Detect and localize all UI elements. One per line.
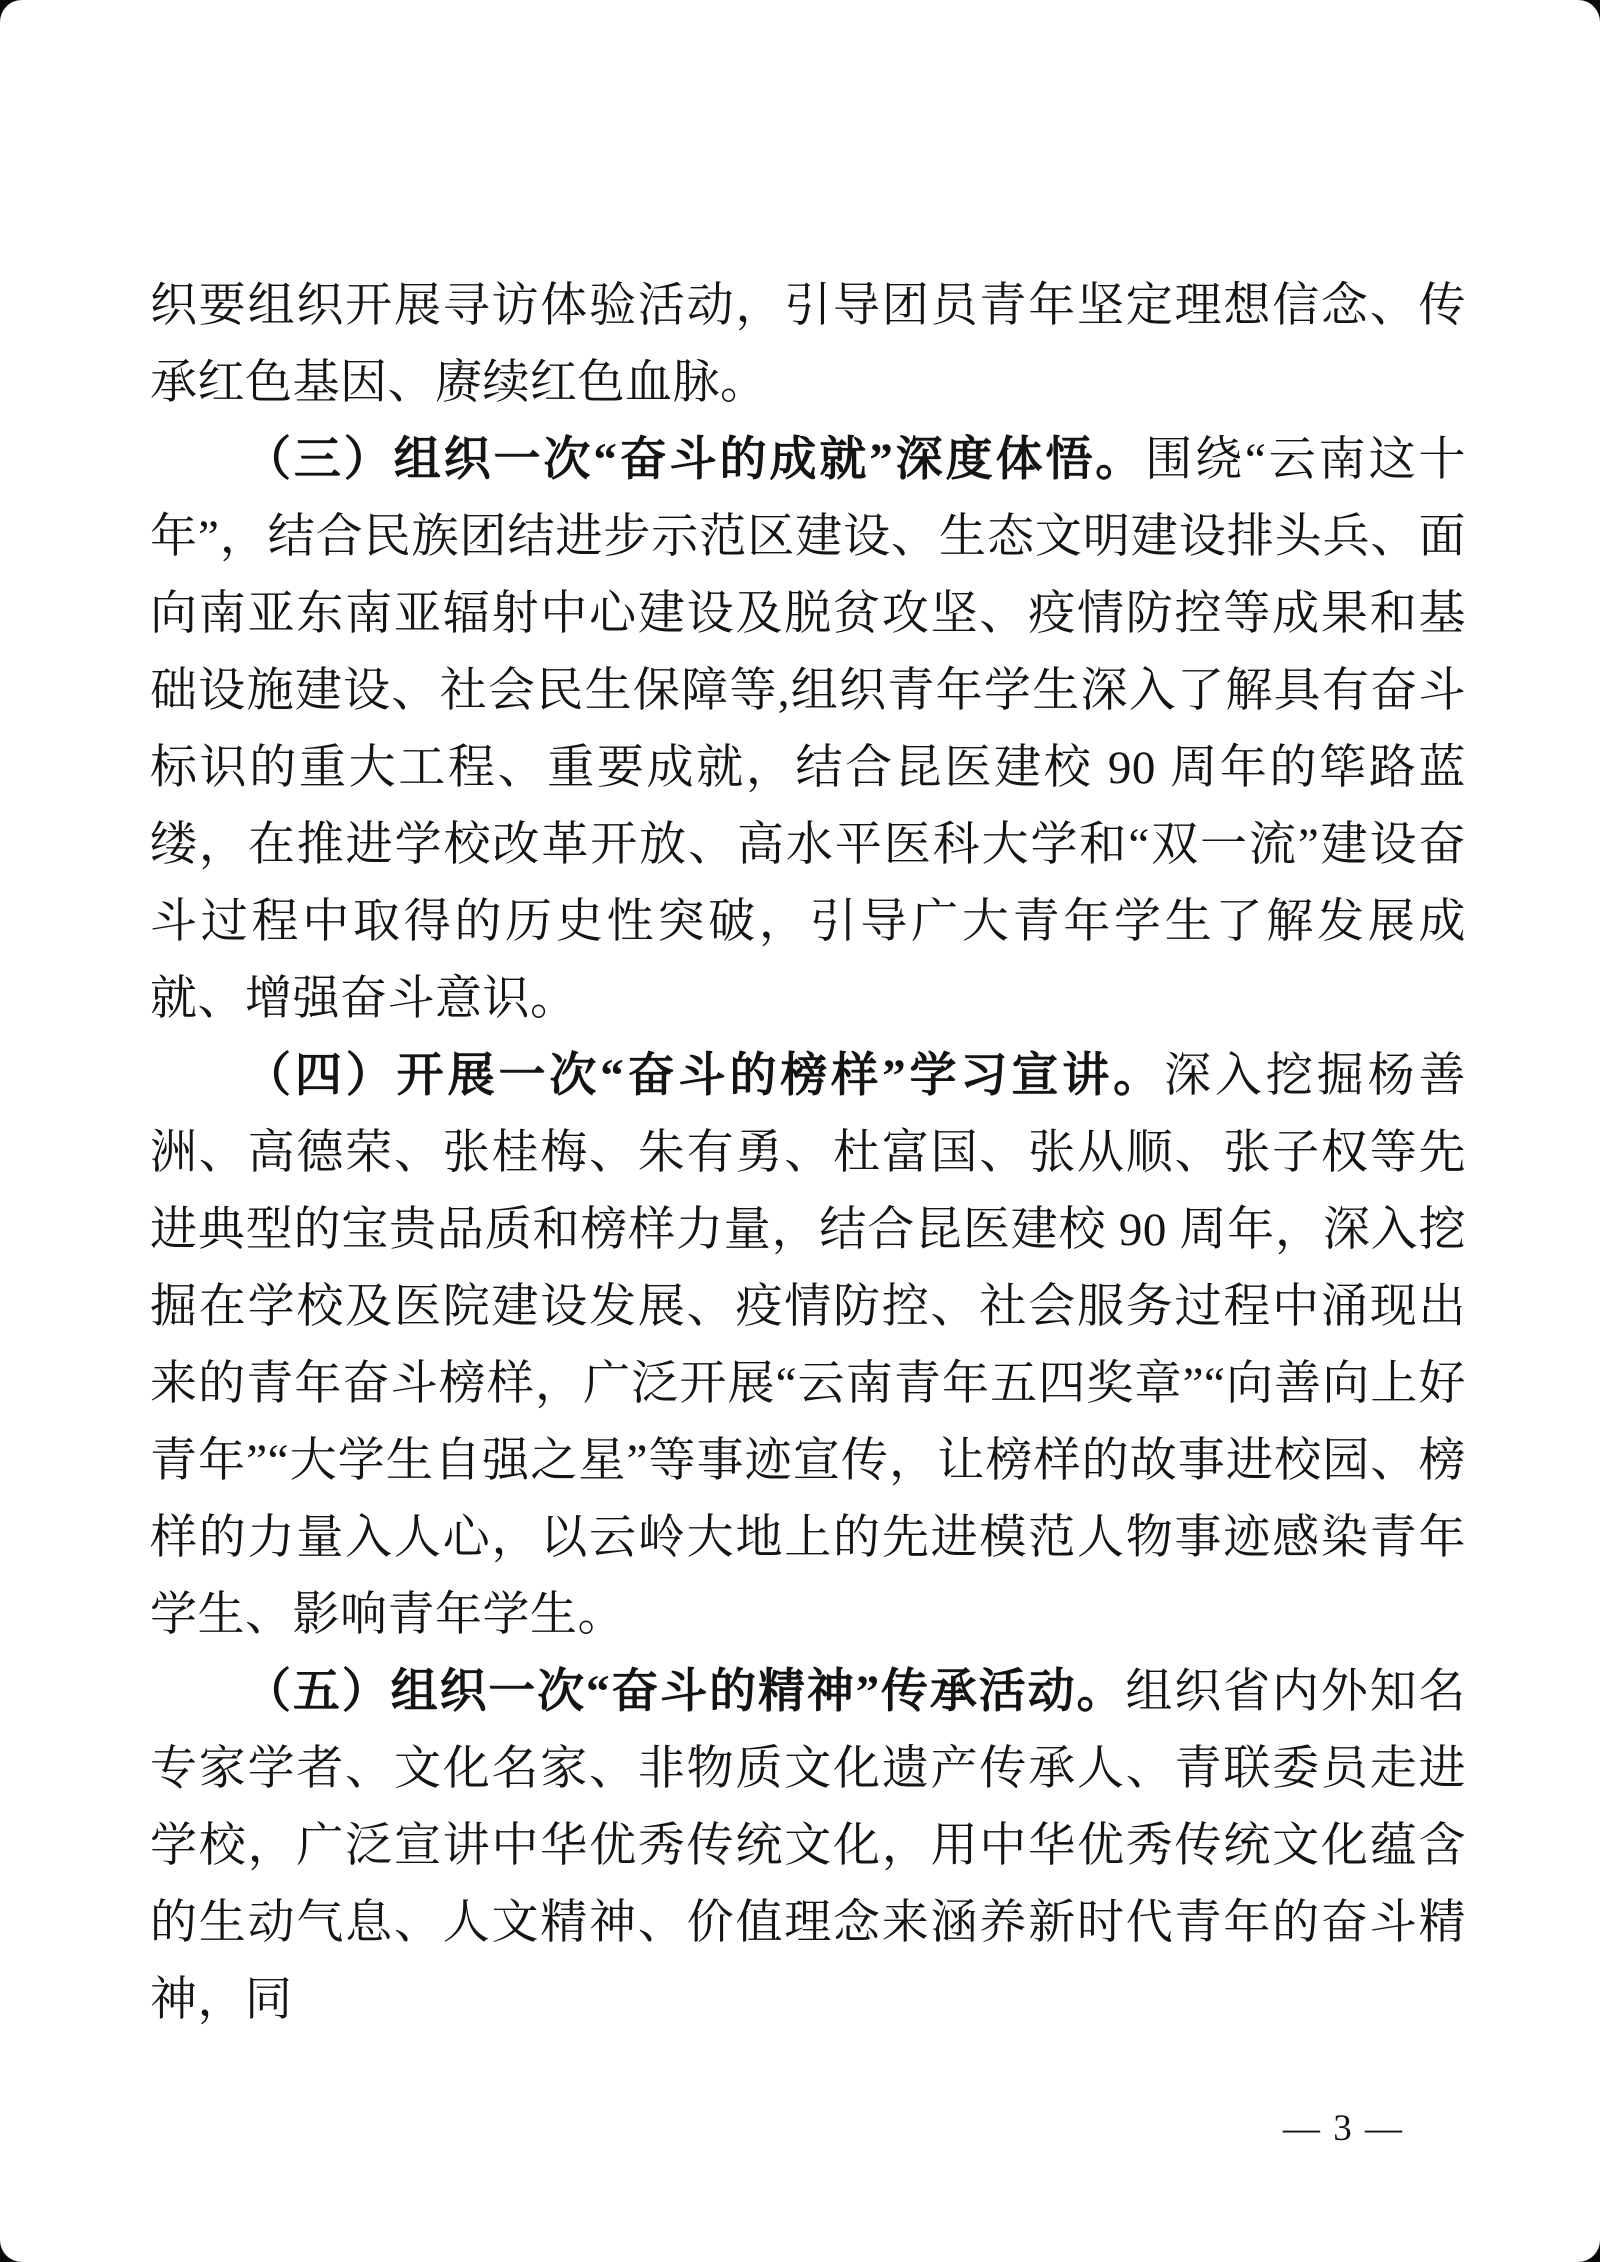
paragraph <box>150 422 1466 1038</box>
paragraph-lead: （五）组织一次“奋斗的精神”传承活动。 <box>244 1666 1126 1718</box>
paragraph <box>150 268 1466 422</box>
paragraph-text: 组织省内外知名专家学者、文化名家、非物质文化遗产传承人、青联委员走进学校，广泛宣讲中华优秀传统文化，用中华优秀传统文化蕴含的生动气息、人文精神、价值理念来涵养新时代青年的奋斗精神，同 <box>150 1666 1467 2026</box>
paragraph-text: 织要组织开展寻访体验活动，引导团员青年坚定理想信念、传承红色基因、赓续红色血脉。 <box>150 280 1466 409</box>
paragraph-lead: （四）开展一次“奋斗的榜样”学习宣讲。 <box>244 1050 1165 1102</box>
paragraph <box>150 1038 1466 1654</box>
paragraph <box>150 1654 1466 2039</box>
page-number: — 3 — <box>1283 2108 1404 2149</box>
page-footer <box>1283 2107 1404 2150</box>
paragraph-text: 深入挖掘杨善洲、高德荣、张桂梅、朱有勇、杜富国、张从顺、张子权等先进典型的宝贵品质和榜样力量，结合昆医建校 90 周年，深入挖掘在学校及医院建设发展、疫情防控、社会服务过程中涌现出来的青年奋斗榜样，广泛开展“云南青年五四奖章”“向善向上好青年”“大学生自强之星”等事迹宣传，让榜样的故事进校园、榜样的力量入人心，以云岭大地上的先进模范人物事迹感染青年学生、影响青年学生。 <box>150 1050 1467 1641</box>
document-body <box>150 268 1466 2039</box>
paragraph-lead: （三）组织一次“奋斗的成就”深度体悟。 <box>244 434 1146 486</box>
paragraph-text: 围绕“云南这十年”，结合民族团结进步示范区建设、生态文明建设排头兵、面向南亚东南亚辐射中心建设及脱贫攻坚、疫情防控等成果和基础设施建设、社会民生保障等,组织青年学生深入了解具有奋斗标识的重大工程、重要成就，结合昆医建校 90 周年的筚路蓝缕，在推进学校改革开放、高水平医科大学和“双一流”建设奋斗过程中取得的历史性突破，引导广大青年学生了解发展成就、增强奋斗意识。 <box>150 434 1466 1025</box>
